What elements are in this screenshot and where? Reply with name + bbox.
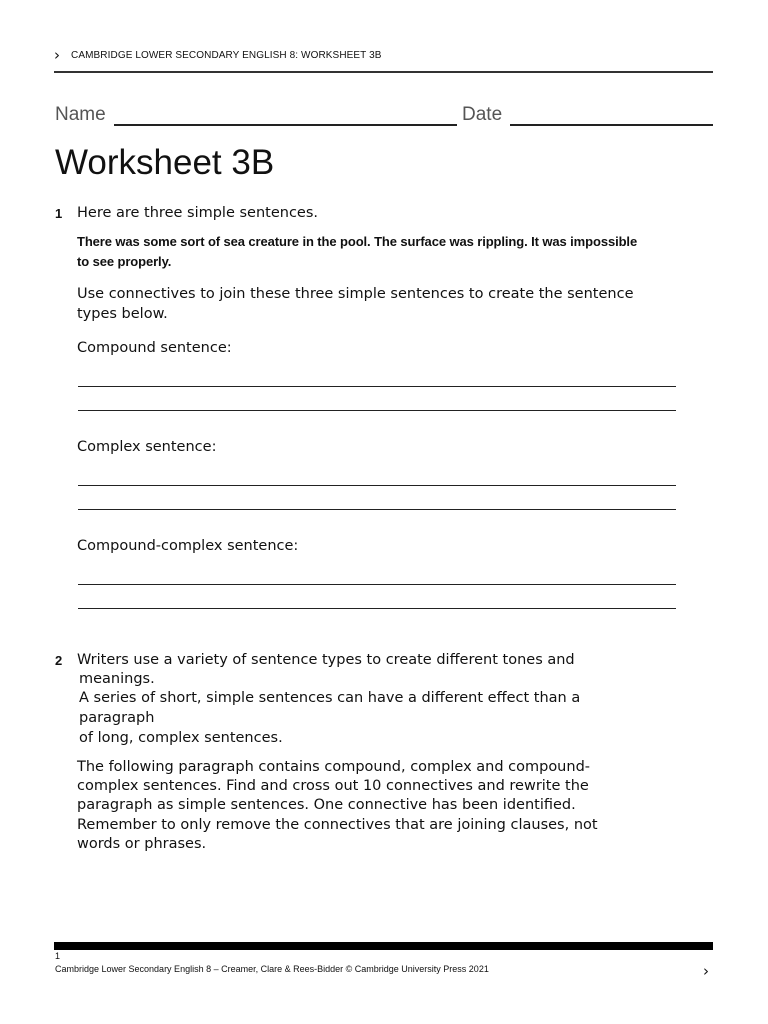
name-label: Name (55, 104, 106, 125)
date-field-line[interactable] (510, 124, 713, 126)
simple-sentences-line-2: to see properly. (77, 254, 172, 269)
simple-sentences-line-1: There was some sort of sea creature in the pool. The surface was rippling. It was impossible (77, 234, 638, 249)
question-1-intro: Here are three simple sentences. (77, 205, 319, 221)
compound-complex-answer-line-2[interactable] (78, 608, 676, 609)
q2-text-line-1: Writers use a variety of sentence types to create different tones and (77, 652, 575, 668)
q2-text-line-4: paragraph (79, 710, 155, 726)
page-number: 1 (55, 951, 61, 961)
footer-credit: Cambridge Lower Secondary English 8 – Creamer, Clare & Rees-Bidder © Cambridge University Press 2021 (55, 964, 489, 974)
compound-answer-line-2[interactable] (78, 410, 676, 411)
question-2-number: 2 (55, 653, 63, 668)
q2-paragraph-line-3: paragraph as simple sentences. One connective has been identified. (77, 797, 576, 813)
q2-paragraph-line-5: words or phrases. (77, 836, 207, 852)
complex-answer-line-2[interactable] (78, 509, 676, 510)
compound-complex-sentence-label: Compound-complex sentence: (77, 538, 299, 554)
date-label: Date (462, 104, 503, 125)
q2-text-line-5: of long, complex sentences. (79, 730, 283, 746)
header-title: CAMBRIDGE LOWER SECONDARY ENGLISH 8: WORKSHEET 3B (71, 50, 382, 61)
question-1-number: 1 (55, 206, 63, 221)
chevron-right-icon: › (703, 962, 709, 980)
compound-sentence-label: Compound sentence: (77, 340, 232, 356)
complex-sentence-label: Complex sentence: (77, 439, 217, 455)
page-title: Worksheet 3B (55, 143, 275, 182)
complex-answer-line-1[interactable] (78, 485, 676, 486)
q2-text-line-3: A series of short, simple sentences can have a different effect than a (79, 690, 581, 706)
name-field-line[interactable] (114, 124, 457, 126)
header-divider (54, 71, 713, 73)
footer-bar (54, 942, 713, 950)
q2-paragraph-line-1: The following paragraph contains compound, complex and compound- (77, 759, 591, 775)
chevron-right-icon: › (54, 46, 60, 64)
instruction-line-1: Use connectives to join these three simple sentences to create the sentence (77, 286, 634, 302)
q2-text-line-2: meanings. (79, 671, 155, 687)
compound-complex-answer-line-1[interactable] (78, 584, 676, 585)
compound-answer-line-1[interactable] (78, 386, 676, 387)
q2-paragraph-line-2: complex sentences. Find and cross out 10 connectives and rewrite the (77, 778, 589, 794)
q2-paragraph-line-4: Remember to only remove the connectives that are joining clauses, not (77, 817, 598, 833)
instruction-line-2: types below. (77, 306, 168, 322)
